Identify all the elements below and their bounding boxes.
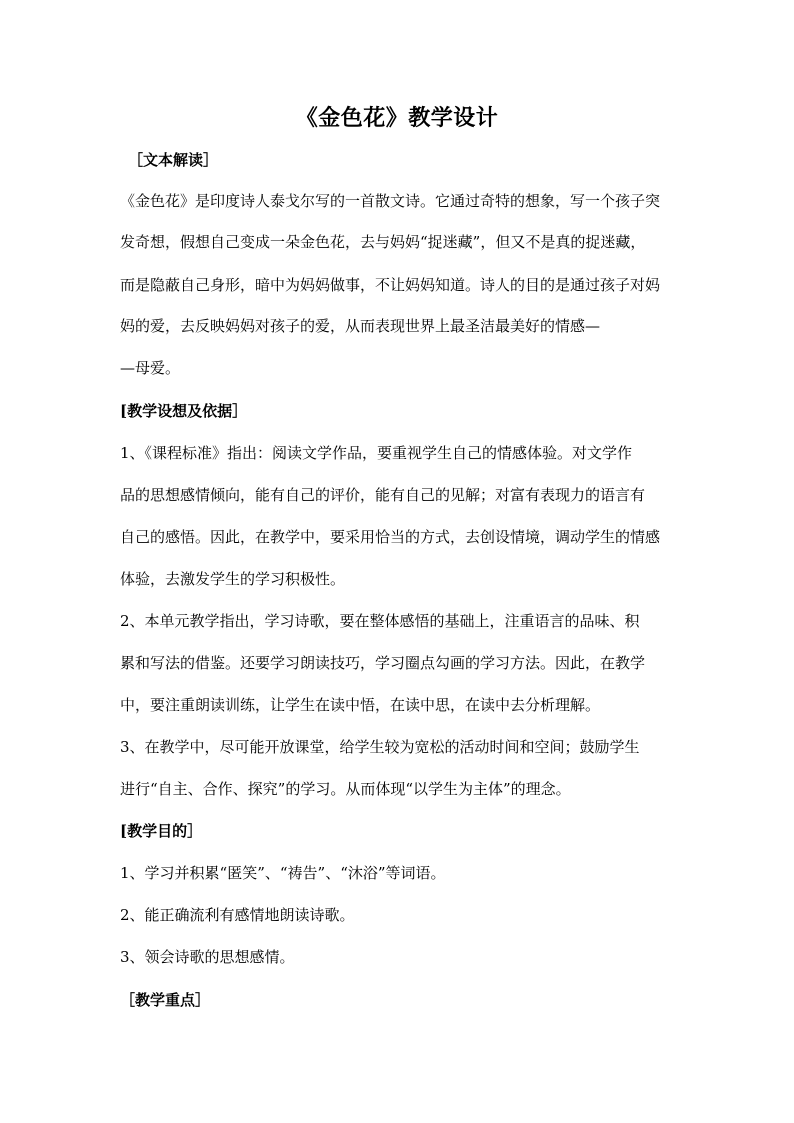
paragraph-line: 而是隐蔽自己身形，暗中为妈妈做事，不让妈妈知道。诗人的目的是通过孩子对妈 (120, 276, 661, 294)
paragraph-line: 3、在教学中，尽可能开放课堂，给学生较为宽松的活动时间和空间；鼓励学生 (120, 738, 640, 756)
paragraph-line: —母爱。 (120, 359, 181, 377)
section-heading-teaching-objectives: [教学目的］ (120, 822, 203, 840)
paragraph-line: 2、本单元教学指出，学习诗歌，要在整体感悟的基础上，注重语言的品味、积 (120, 612, 640, 630)
paragraph-line: 体验，去激发学生的学习积极性。 (120, 570, 346, 588)
list-item: 3、领会诗歌的思想感情。 (120, 948, 295, 966)
paragraph-line: 《金色花》是印度诗人泰戈尔写的一首散文诗。它通过奇特的想象，写一个孩子突 (120, 192, 661, 210)
paragraph-line: 发奇想，假想自己变成一朵金色花，去与妈妈“捉迷藏”，但又不是真的捉迷藏， (120, 233, 646, 251)
paragraph-line: 妈的爱，去反映妈妈对孩子的爱，从而表现世界上最圣洁最美好的情感— (120, 317, 601, 335)
paragraph-line: 累和写法的借鉴。还要学习朗读技巧，学习圈点勾画的学习方法。因此，在教学 (120, 654, 646, 672)
paragraph-line: 自己的感悟。因此，在教学中，要采用恰当的方式，去创设情境，调动学生的情感 (120, 528, 661, 546)
list-item: 1、学习并积累“匿笑”、“祷告”、“沐浴”等词语。 (120, 864, 446, 882)
paragraph-line: 1、《课程标准》指出：阅读文学作品，要重视学生自己的情感体验。对文学作 (120, 444, 633, 462)
paragraph-line: 进行“自主、合作、探究”的学习。从而体现“以学生为主体”的理念。 (120, 780, 571, 798)
list-item: 2、能正确流利有感情地朗读诗歌。 (120, 906, 355, 924)
paragraph-line: 品的思想感情倾向，能有自己的评价，能有自己的见解；对富有表现力的语言有 (120, 486, 646, 504)
document-title: 《金色花》教学设计 (295, 105, 499, 131)
section-heading-teaching-rationale: [教学设想及依据］ (120, 402, 248, 420)
paragraph-line: 中，要注重朗读训练，让学生在读中悟，在读中思，在读中去分析理解。 (120, 696, 601, 714)
section-heading-teaching-focus: ［教学重点］ (120, 991, 211, 1009)
section-heading-text-interpretation: ［文本解读］ (128, 151, 219, 169)
